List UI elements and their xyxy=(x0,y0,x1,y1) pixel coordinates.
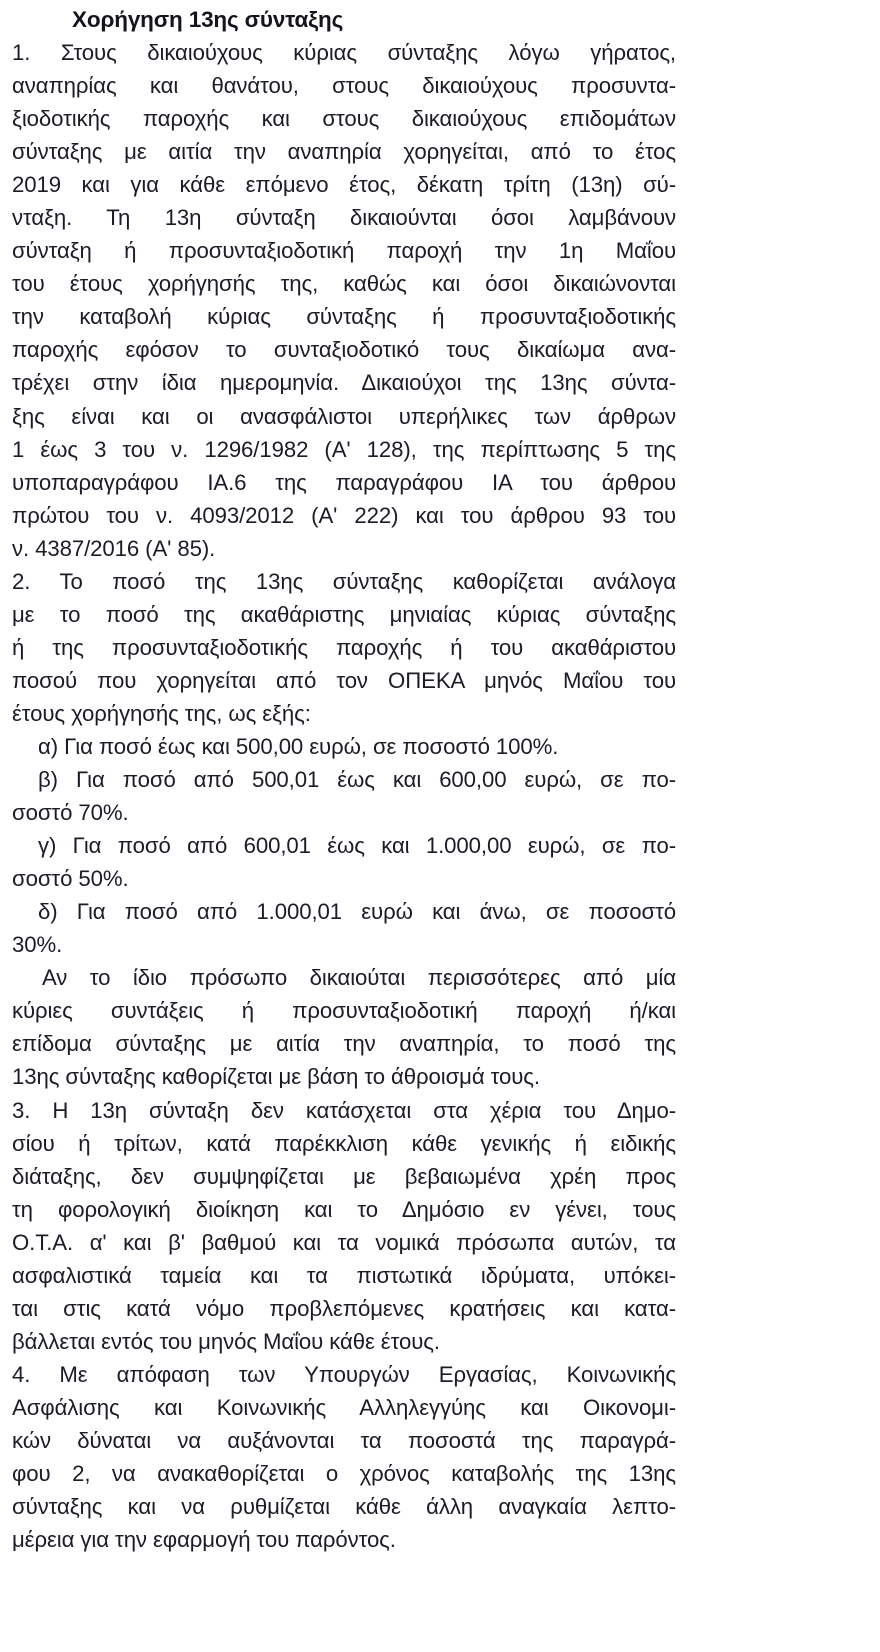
text-line: 1 έως 3 του ν. 1296/1982 (Α' 128), της περίπτωσης 5 της xyxy=(12,436,676,462)
text-line: β) Για ποσό από 500,01 έως και 600,00 ευρώ, σε πο- xyxy=(38,767,676,793)
text-line: σύνταξης και να ρυθμίζεται κάθε άλλη αναγκαία λεπτο- xyxy=(12,1494,676,1520)
text-line: ξης είναι και οι ανασφάλιστοι υπερήλικες των άρθρων xyxy=(12,403,676,429)
text-line: σοστό 70%. xyxy=(12,800,129,826)
text-line: τρέχει στην ίδια ημερομηνία. Δικαιούχοι της 13ης σύντα- xyxy=(12,370,676,396)
clause-b xyxy=(12,763,676,829)
text-line: έτους χορήγησής της, ως εξής: xyxy=(12,700,311,726)
paragraph-1 xyxy=(12,36,676,565)
article-text-column xyxy=(12,0,676,1556)
paragraph-3 xyxy=(12,1094,676,1358)
clause-c xyxy=(12,829,676,895)
text-line: 2. Το ποσό της 13ης σύνταξης καθορίζεται ανάλογα xyxy=(12,568,676,594)
text-line: βάλλεται εντός του μηνός Μαΐου κάθε έτους. xyxy=(12,1328,440,1354)
text-line: ν. 4387/2016 (Α' 85). xyxy=(12,535,216,561)
text-line: Ασφάλισης και Κοινωνικής Αλληλεγγύης και Οικονομι- xyxy=(12,1394,676,1420)
text-line: νταξη. Τη 13η σύνταξη δικαιούνται όσοι λαμβάνουν xyxy=(12,205,676,231)
text-line: α) Για ποσό έως και 500,00 ευρώ, σε ποσοστό 100%. xyxy=(38,733,559,759)
text-line: σύνταξη ή προσυνταξιοδοτική παροχή την 1η Μαΐου xyxy=(12,238,676,264)
text-line: 3. Η 13η σύνταξη δεν κατάσχεται στα χέρια του Δημο- xyxy=(12,1097,676,1123)
text-line: υποπαραγράφου ΙΑ.6 της παραγράφου ΙΑ του άρθρου xyxy=(12,469,676,495)
text-line: 13ης σύνταξης καθορίζεται με βάση το άθροισμά τους. xyxy=(12,1064,540,1090)
paragraph-2 xyxy=(12,565,676,730)
text-line: σίου ή τρίτων, κατά παρέκκλιση κάθε γενικής ή ειδικής xyxy=(12,1130,676,1156)
paragraph-aggregate xyxy=(12,961,676,1093)
text-line: 30%. xyxy=(12,932,63,958)
text-line: ται στις κατά νόμο προβλεπόμενες κρατήσεις και κατα- xyxy=(12,1295,676,1321)
text-line: του έτους χορήγησής της, καθώς και όσοι δικαιώνονται xyxy=(12,271,676,297)
clause-a xyxy=(12,730,676,763)
page-title: Χορήγηση 13ης σύνταξης xyxy=(72,7,344,32)
text-line: 2019 και για κάθε επόμενο έτος, δέκατη τρίτη (13η) σύ- xyxy=(12,172,676,198)
text-line: ή της προσυνταξιοδοτικής παροχής ή του ακαθάριστου xyxy=(12,634,676,660)
text-line: πρώτου του ν. 4093/2012 (Α' 222) και του άρθρου 93 του xyxy=(12,502,676,528)
paragraph-4 xyxy=(12,1358,676,1556)
text-line: κών δύναται να αυξάνονται τα ποσοστά της παραγρά- xyxy=(12,1427,676,1453)
text-line: διάταξης, δεν συμψηφίζεται με βεβαιωμένα χρέη προς xyxy=(12,1163,676,1189)
clause-d xyxy=(12,895,676,961)
text-line: φου 2, να ανακαθορίζεται ο χρόνος καταβολής της 13ης xyxy=(12,1461,676,1487)
text-line: αναπηρίας και θανάτου, στους δικαιούχους προσυντα- xyxy=(12,73,676,99)
text-line: δ) Για ποσό από 1.000,01 ευρώ και άνω, σε ποσοστό xyxy=(38,899,676,925)
text-line: μέρεια για την εφαρμογή του παρόντος. xyxy=(12,1527,396,1553)
text-line: σύνταξης με αιτία την αναπηρία χορηγείται, από το έτος xyxy=(12,139,676,165)
text-line: ξιοδοτικής παροχής και στους δικαιούχους επιδομάτων xyxy=(12,106,676,132)
text-line: γ) Για ποσό από 600,01 έως και 1.000,00 ευρώ, σε πο- xyxy=(38,833,676,859)
text-line: παροχής εφόσον το συνταξιοδοτικό τους δικαίωμα ανα- xyxy=(12,337,676,363)
text-line: την καταβολή κύριας σύνταξης ή προσυνταξιοδοτικής xyxy=(12,304,676,330)
text-line: Αν το ίδιο πρόσωπο δικαιούται περισσότερες από μία xyxy=(42,965,676,991)
text-line: ποσού που χορηγείται από τον ΟΠΕΚΑ μηνός Μαΐου του xyxy=(12,667,676,693)
text-line: 1. Στους δικαιούχους κύριας σύνταξης λόγω γήρατος, xyxy=(12,40,676,65)
text-line: 4. Με απόφαση των Υπουργών Εργασίας, Κοινωνικής xyxy=(12,1361,676,1387)
text-line: με το ποσό της ακαθάριστης μηνιαίας κύριας σύνταξης xyxy=(12,601,676,627)
text-line: κύριες συντάξεις ή προσυνταξιοδοτική παροχή ή/και xyxy=(12,998,676,1024)
text-line: σοστό 50%. xyxy=(12,866,129,892)
text-line: επίδομα σύνταξης με αιτία την αναπηρία, το ποσό της xyxy=(12,1031,676,1057)
text-line: ασφαλιστικά ταμεία και τα πιστωτικά ιδρύματα, υπόκει- xyxy=(12,1262,676,1288)
text-line: Ο.Τ.Α. α' και β' βαθμού και τα νομικά πρόσωπα αυτών, τα xyxy=(12,1229,676,1255)
text-line: τη φορολογική διοίκηση και το Δημόσιο εν γένει, τους xyxy=(12,1196,676,1222)
